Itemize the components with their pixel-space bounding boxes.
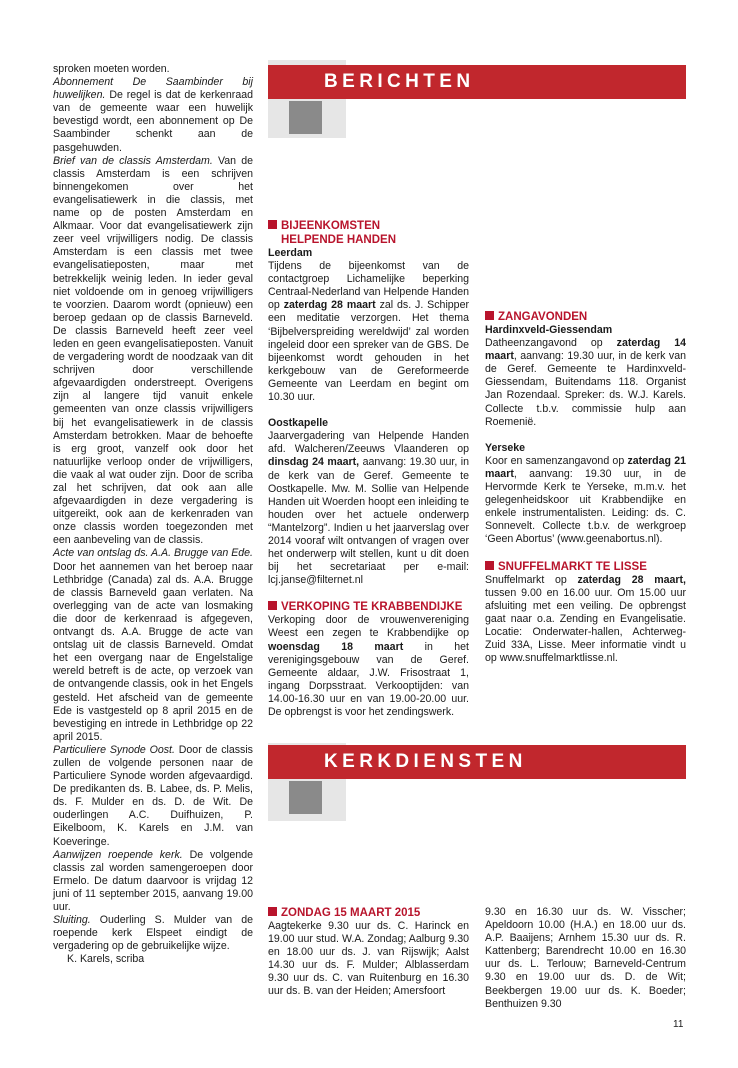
bold-date: dinsdag 24 maart, — [268, 456, 360, 469]
paragraph-text: Door het aannemen van het beroep naar Lethbridge (Canada) zal ds. A.A. Brugge de classis Barneveld gaan verlaten. Na overlegging van de acte van losmaking die door de kerkenraad is afgegeven, ontvangt ds. A.A. Brugge de acte van ontslag uit de classis Barneveld. Omdat het een overgang naar de Engelstalige wereld betreft is de acte, op verzoek van de ontvangende classis, ook in het Engels gesteld. Het afscheid van de gemeente Ede is vastgesteld op 8 april 2015 en de bevestiging en intrede in Lethbridge op 22 april 2015. — [53, 560, 253, 743]
text-snuffelmarkt — [485, 574, 686, 666]
place-leerdam: Leerdam — [268, 247, 313, 259]
berichten-banner — [268, 65, 686, 99]
heading-zangavonden — [485, 310, 686, 324]
paragraph-text: De regel is dat de kerkenraad van de gemeente waar een huwelijk bevestigd wordt, een abonnement op De Saambinder schenkt aan de pasgehuwden. — [53, 89, 253, 154]
signature: K. Karels, scriba — [67, 953, 145, 966]
kerkdiensten-middle-column — [268, 906, 469, 999]
square-bullet-icon — [268, 601, 277, 610]
kerkdiensten-banner — [268, 745, 686, 779]
berichten-title: BERICHTEN — [324, 71, 475, 92]
left-column — [53, 63, 253, 966]
paragraph-title: Particuliere Synode Oost. — [53, 743, 175, 756]
bold-date: woensdag 18 maart — [268, 640, 404, 653]
paragraph-brief-amsterdam — [53, 155, 253, 548]
text: Tijdens de bijeenkomst van de contactgroep Lichamelijke beperking Centraal-Nederland van Helpende Handen op — [268, 260, 469, 312]
paragraph-title: Brief van de classis Amsterdam. — [53, 154, 213, 167]
intro-text: sproken moeten worden. — [53, 63, 170, 75]
text-verkoping — [268, 614, 469, 719]
text-oostkapelle — [268, 430, 469, 587]
heading-snuffelmarkt — [485, 560, 686, 574]
kerkdiensten-right-column — [485, 906, 686, 1011]
text: tussen 9.00 en 16.00 uur. Om 15.00 uur afsluiting met een veiling. De opbrengst gaat naar o.a. Zending en Evangelisatie. Locatie: Onderwater-hallen, Achterweg-Zuid 33A, Lisse. Meer informatie vindt u op www.snuffelmarktlisse.nl. — [485, 586, 686, 665]
place-yerseke: Yerseke — [485, 441, 526, 454]
square-bullet-icon — [268, 907, 277, 916]
services-text: Aagtekerke 9.30 uur ds. C. Harinck en 19.00 uur stud. W.A. Zondag; Aalburg 9.30 en 18.00 uur ds. J. van Rijswijk; Aalst 14.30 uur ds. F. Mulder; Alblasserdam 9.30 uur ds. C. van Ruitenburg en 16.30 uur ds. B. van der Heiden; Amersfoort — [268, 920, 469, 998]
heading-zondag — [268, 906, 469, 920]
paragraph-roepende-kerk — [53, 849, 253, 914]
text: Verkoping door de vrouwenvereniging Weest een zegen te Krabbendijke op — [268, 614, 469, 640]
paragraph-title: Abonnement De Saambinder bij huwelijken. — [53, 76, 253, 102]
heading-text: VERKOPING TE KRABBENDIJKE — [281, 601, 463, 614]
services-text: 9.30 en 16.30 uur ds. W. Visscher; Apeldoorn 10.00 (H.A.) en 18.00 uur ds. A.P. Baaijens; Arnhem 15.30 uur ds. R. Kattenberg; Barendrecht 10.00 en 16.30 uur ds. L. Terlouw; Barneveld-Centrum 9.30 en 19.00 uur ds. D. de Wit; Beekbergen 19.00 uur ds. K. Boeder; Benthuizen 9.30 — [485, 906, 686, 1010]
heading-text: SNUFFELMARKT TE LISSE — [498, 560, 647, 573]
text-leerdam — [268, 260, 469, 404]
paragraph-sluiting — [53, 914, 253, 953]
banner-decoration-dark — [289, 781, 322, 814]
bold-date: zaterdag 28 maart, — [577, 573, 686, 586]
heading-verkoping — [268, 600, 469, 614]
paragraph-text: Ouderling S. Mulder van de roepende kerk Elspeet eindigt de vergadering op de gebruikelijke wijze. — [53, 914, 253, 953]
square-bullet-icon — [485, 561, 494, 570]
text: in het verenigingsgebouw van de Geref. Gemeente aldaar, J.W. Frisostraat 1, ingang Dorpsstraat. Verkooptijden: van 14.00-16.30 uur en van 19.00-20.00 uur. De opbrengst is voor het zendingswerk. — [268, 640, 469, 718]
text-yerseke — [485, 455, 686, 547]
text: , aanvang: 19.30 uur, in de kerk van de Geref. Gemeente te Hardinxveld-Giessendam, Buitendams 118. Organist Jan Rozendaal. Spreker: ds. W.J. Karels. Collecte t.b.v. commissie hulp aan Roemenië. — [485, 350, 686, 428]
text-hardinxveld — [485, 337, 686, 429]
heading-line: BIJEENKOMSTEN — [281, 220, 381, 232]
paragraph-acte-ontslag — [53, 547, 253, 743]
text: Snuffelmarkt op — [485, 573, 578, 586]
text: zal ds. J. Schipper een meditatie verzorgen. Het thema ‘Bijbelverspreiding wereldwijd’ zal worden ingeleid door een spreker van de GBS. De bijeenkomst wordt gehouden in het kerkgebouw van de Gereformeerde Gemeente van Leerdam en begint om 10.30 uur. — [268, 299, 469, 404]
bold-date: zaterdag 14 maart — [485, 337, 686, 363]
square-bullet-icon — [485, 311, 494, 320]
heading-text: ZONDAG 15 MAART 2015 — [281, 907, 421, 919]
heading-bijeenkomsten — [268, 219, 469, 247]
heading-text: ZANGAVONDEN — [498, 311, 588, 323]
text: aanvang: 19.30 uur, in de kerk van de Geref. Gemeente te Oostkapelle. Mw. M. Sollie van Helpende Handen uit Woerden hoopt een inleiding te houden over het actuele onderwerp “Mantelzorg”. Indien u het jaarverslag over 2014 vooraf wilt ontvangen of vragen over het onderwerp wilt stellen, kunt u dit doen bij het secretariaat per e-mail: lcj.janse@filternet.nl — [268, 456, 469, 587]
paragraph-text: Van de classis Amsterdam is een schrijven binnengekomen over het evangelisatiewerk in die classis, met name op de posten Amsterdam en Alkmaar. Voor dat evangelisatiewerk zijn zeer veel vrijwilligers nodig. De classis Amsterdam is een classis met twee evangelisatieposten, maar met betrekkelijk weinig leden. In ieder geval niet voldoende om in genoeg vrijwilligers te voorzien. Daarom wordt (opnieuw) een beroep gedaan op de classis Barneveld. De classis Barneveld heeft zeer veel leden en geen evangelisatieposten. Vanuit de vergadering wordt de noodzaak van dit schrijven door verschillende afgevaardigden onderstreept. Overigens zijn al langere tijd vanuit enkele gemeenten van onze classis vrijwilligers bij het evangelisatiewerk in de classis Amsterdam betrokken. Maar de behoefte is erg groot, vanzelf ook door het natuurlijke verloop onder de vrijwilligers, die vaak al wat ouder zijn. Door de scriba zal het schrijven, dat ook aan alle afgevaardigden in deze vergadering is uitgereikt, ook aan de kerkenraden van onze classis worden toegezonden met een aanbeveling van de classis. — [53, 154, 253, 547]
heading-line: HELPENDE HANDEN — [281, 234, 397, 246]
paragraph-title: Aanwijzen roepende kerk. — [53, 848, 183, 861]
bold-date: zaterdag 28 maart — [283, 299, 376, 312]
page-number: 11 — [673, 1019, 684, 1030]
berichten-right-column — [485, 310, 686, 665]
paragraph-synode — [53, 744, 253, 849]
text: Koor en samenzangavond op — [485, 454, 628, 467]
paragraph-text: Door de classis zullen de volgende personen naar de Particuliere Synode worden afgevaardigd. De predikanten ds. B. Labee, ds. P. Melis, ds. F. Mulder en ds. D. de Wit. De ouderlingen A.C. Duifhuizen, P. Eikelboom, K. Karels en J.M. van Koeveringe. — [53, 743, 253, 848]
berichten-middle-column — [268, 219, 469, 719]
text: Jaarvergadering van Helpende Handen afd. Walcheren/Zeeuws Vlaanderen op — [268, 430, 469, 456]
square-bullet-icon — [268, 220, 277, 229]
paragraph-abonnement — [53, 76, 253, 155]
place-oostkapelle: Oostkapelle — [268, 417, 329, 430]
kerkdiensten-title: KERKDIENSTEN — [324, 751, 527, 772]
paragraph-text: De volgende classis zal worden samengeroepen door Ermelo. De datum daarvoor is vrijdag 12 juni of 11 september 2015, aanvang 19.00 uur. — [53, 848, 253, 913]
banner-decoration-dark — [289, 101, 322, 134]
place-hardinxveld: Hardinxveld-Giessendam — [485, 324, 613, 336]
paragraph-title: Acte van ontslag ds. A.A. Brugge van Ede. — [53, 547, 253, 560]
paragraph-title: Sluiting. — [53, 914, 91, 927]
text: , aanvang: 19.30 uur, in de Hervormde Kerk te Yerseke, m.m.v. het gelegenheidskoor uit Krabbendijke en enkele instrumentalisten. Leiding: ds. C. Sonnevelt. Collecte t.b.v. de werkgroep ‘Geen Abortus’ (www.geenabortus.nl). — [485, 467, 686, 546]
bold-date: zaterdag 21 maart — [485, 454, 686, 480]
text: Datheenzangavond op — [485, 337, 617, 350]
